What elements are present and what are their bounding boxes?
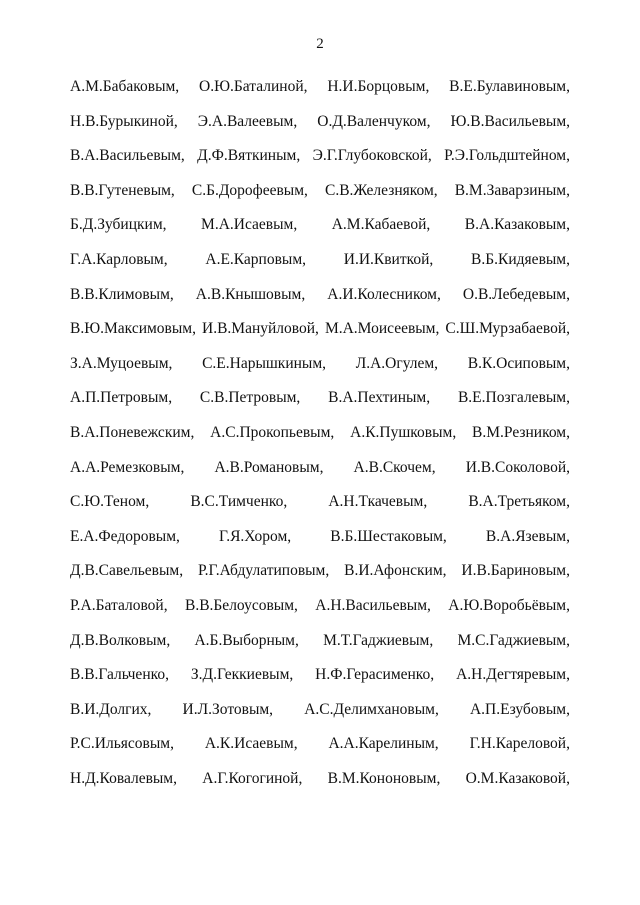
name-entry: М.А.Исаевым, xyxy=(201,216,298,234)
name-entry: Р.А.Баталовой, xyxy=(70,596,168,614)
name-entry: Э.А.Валеевым, xyxy=(197,112,298,130)
name-entry: А.К.Пушковым, xyxy=(350,423,457,441)
names-row xyxy=(70,245,570,280)
name-entry: С.В.Железняком, xyxy=(324,181,438,199)
names-row xyxy=(70,591,570,626)
name-entry: З.Д.Геккиевым, xyxy=(190,666,294,684)
name-entry: И.Л.Зотовым, xyxy=(182,700,274,718)
name-entry: О.Д.Валенчуком, xyxy=(317,112,431,130)
name-entry: В.А.Васильевым, xyxy=(70,147,185,165)
name-entry: А.А.Ремезковым, xyxy=(70,458,185,476)
name-entry: А.М.Кабаевой, xyxy=(331,216,431,234)
name-entry: А.С.Делимхановым, xyxy=(304,700,439,718)
name-entry: Д.Ф.Вяткиным, xyxy=(197,147,301,165)
name-entry: В.А.Третьяком, xyxy=(468,493,570,511)
name-entry: А.П.Петровым, xyxy=(70,389,173,407)
name-entry: В.М.Кононовым, xyxy=(327,769,441,787)
name-entry: А.Г.Когогиной, xyxy=(202,769,303,787)
name-entry: Н.В.Бурыкиной, xyxy=(70,112,178,130)
names-row xyxy=(70,626,570,661)
names-row xyxy=(70,349,570,384)
name-entry: В.М.Заварзиным, xyxy=(454,181,570,199)
name-entry: Р.Э.Гольдштейном, xyxy=(444,147,570,165)
name-entry: И.В.Мануйловой, xyxy=(202,320,319,338)
name-entry: В.С.Тимченко, xyxy=(190,493,288,511)
name-entry: И.В.Соколовой, xyxy=(465,458,570,476)
name-entry: С.Б.Дорофеевым, xyxy=(191,181,308,199)
name-entry: В.Е.Позгалевым, xyxy=(457,389,570,407)
name-entry: Д.В.Волковым, xyxy=(70,631,171,649)
name-entry: Г.А.Карловым, xyxy=(70,250,168,268)
name-entry: З.А.Муцоевым, xyxy=(70,354,173,372)
name-entry: А.В.Скочем, xyxy=(353,458,436,476)
name-entry: Р.Г.Абдулатиповым, xyxy=(197,562,330,580)
name-entry: А.П.Езубовым, xyxy=(469,700,570,718)
name-entry: С.Е.Нарышкиным, xyxy=(202,354,327,372)
name-entry: В.Б.Шестаковым, xyxy=(330,527,447,545)
name-entry: И.И.Квиткой, xyxy=(343,250,434,268)
name-entry: С.Ю.Теном, xyxy=(70,493,150,511)
name-entry: О.М.Казаковой, xyxy=(465,769,570,787)
name-entry: В.М.Резником, xyxy=(472,423,570,441)
name-entry: А.Ю.Воробьёвым, xyxy=(448,596,570,614)
names-row xyxy=(70,418,570,453)
name-entry: Р.С.Ильясовым, xyxy=(70,735,174,753)
name-entry: А.Е.Карповым, xyxy=(205,250,307,268)
name-entry: Г.Н.Кареловой, xyxy=(469,735,570,753)
names-row xyxy=(70,764,570,799)
names-row xyxy=(70,176,570,211)
name-entry: В.В.Гальченко, xyxy=(70,666,169,684)
names-row xyxy=(70,210,570,245)
name-entry: М.Т.Гаджиевым, xyxy=(323,631,434,649)
name-entry: В.Е.Булавиновым, xyxy=(449,78,570,95)
page-number: 2 xyxy=(316,36,324,52)
name-entry: Н.Д.Ковалевым, xyxy=(70,769,177,787)
name-entry: Н.Ф.Герасименко, xyxy=(315,666,435,684)
name-entry: А.В.Романовым, xyxy=(214,458,324,476)
name-entry: А.Н.Дегтяревым, xyxy=(456,666,570,684)
name-entry: А.В.Кнышовым, xyxy=(195,285,306,303)
name-entry: А.Б.Выборным, xyxy=(194,631,299,649)
name-entry: В.Б.Кидяевым, xyxy=(471,250,570,268)
name-entry: Э.Г.Глубоковской, xyxy=(312,147,432,165)
name-entry: А.Н.Ткачевым, xyxy=(328,493,428,511)
name-entry: В.И.Долгих, xyxy=(70,700,152,718)
names-row xyxy=(70,487,570,522)
name-entry: С.В.Петровым, xyxy=(199,389,301,407)
name-entry: Н.И.Борцовым, xyxy=(327,78,430,95)
name-entry: А.К.Исаевым, xyxy=(204,735,298,753)
name-entry: В.В.Гутеневым, xyxy=(70,181,175,199)
name-entry: Г.Я.Хором, xyxy=(219,527,292,545)
name-entry: О.В.Лебедевым, xyxy=(462,285,570,303)
name-entry: А.М.Бабаковым, xyxy=(70,78,180,95)
name-entry: М.А.Моисеевым, xyxy=(324,320,440,338)
name-entry: С.Ш.Мурзабаевой, xyxy=(445,320,570,338)
names-row xyxy=(70,383,570,418)
name-entry: В.Ю.Максимовым, xyxy=(70,320,196,338)
name-entry: В.А.Язевым, xyxy=(485,527,570,545)
name-entry: И.В.Бариновым, xyxy=(461,562,570,580)
name-entry: Д.В.Савельевым, xyxy=(70,562,184,580)
name-entry: Ю.В.Васильевым, xyxy=(450,112,570,130)
names-row xyxy=(70,314,570,349)
names-row xyxy=(70,141,570,176)
names-row xyxy=(70,522,570,557)
name-entry: А.И.Колесником, xyxy=(327,285,441,303)
names-row xyxy=(70,280,570,315)
name-entry: В.И.Афонским, xyxy=(344,562,447,580)
names-row xyxy=(70,556,570,591)
name-entry: В.В.Белоусовым, xyxy=(184,596,298,614)
name-entry: Е.А.Федоровым, xyxy=(70,527,180,545)
name-entry: М.С.Гаджиевым, xyxy=(457,631,570,649)
names-row xyxy=(70,695,570,730)
name-entry: В.К.Осиповым, xyxy=(467,354,570,372)
name-entry: А.С.Прокопьевым, xyxy=(210,423,335,441)
names-row xyxy=(70,453,570,488)
names-list xyxy=(70,72,570,798)
name-entry: В.А.Пехтиным, xyxy=(328,389,431,407)
names-row xyxy=(70,660,570,695)
name-entry: Б.Д.Зубицким, xyxy=(70,216,167,234)
name-entry: В.В.Климовым, xyxy=(70,285,174,303)
name-entry: В.А.Поневежским, xyxy=(70,423,195,441)
name-entry: О.Ю.Баталиной, xyxy=(199,78,308,95)
names-row xyxy=(70,72,570,107)
name-entry: А.А.Карелиным, xyxy=(328,735,439,753)
names-row xyxy=(70,729,570,764)
name-entry: А.Н.Васильевым, xyxy=(315,596,431,614)
names-row xyxy=(70,107,570,142)
name-entry: В.А.Казаковым, xyxy=(464,216,570,234)
name-entry: Л.А.Огулем, xyxy=(355,354,439,372)
